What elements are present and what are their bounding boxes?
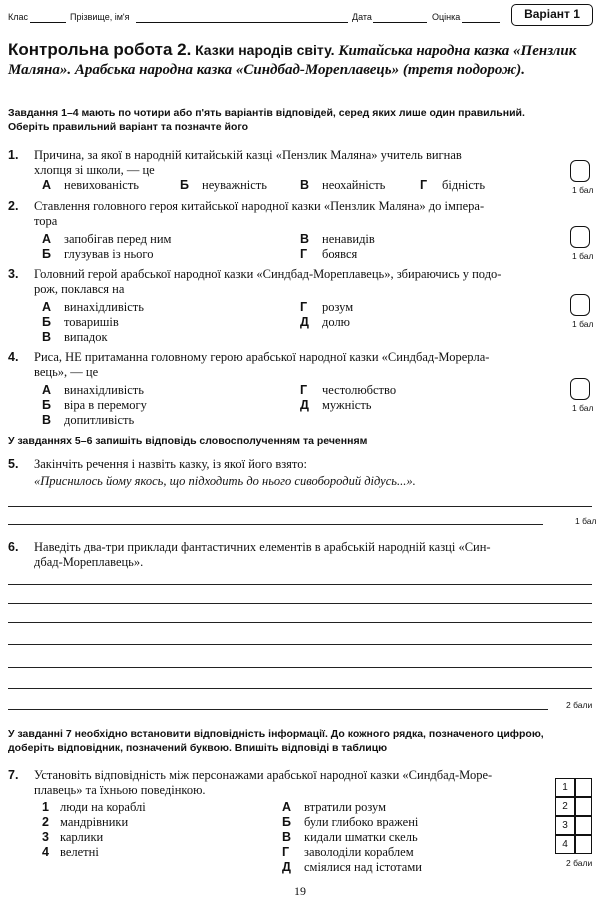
- match-number: 3: [42, 830, 49, 844]
- q3-answer-box[interactable]: [570, 294, 590, 316]
- match-text: були глибоко вражені: [304, 815, 419, 829]
- q1-option-b[interactable]: [180, 178, 267, 193]
- question-7-line2: плавець» та їхньою поведінкою.: [34, 783, 206, 797]
- q6-answer-line-3[interactable]: [8, 622, 592, 623]
- question-7-line1: Установіть відповідність між персонажами арабської народної казки «Синдбад-Море-: [34, 768, 493, 782]
- grade-field[interactable]: [462, 22, 500, 23]
- q4-option-b[interactable]: [42, 398, 147, 413]
- name-field[interactable]: [136, 22, 348, 23]
- q3-points: 1 бал: [572, 319, 594, 329]
- option-text: розум: [322, 300, 354, 314]
- instructions-3: [8, 727, 568, 755]
- option-text: віра в перемогу: [64, 398, 147, 412]
- option-text: бідність: [442, 178, 486, 192]
- match-number: 1: [42, 800, 49, 814]
- q6-points: 2 бали: [566, 700, 593, 710]
- q5-answer-line-1[interactable]: [8, 506, 592, 507]
- q7-table-row-3: 3: [555, 816, 575, 835]
- q2-option-g[interactable]: [300, 247, 357, 262]
- q7-table-answer-3[interactable]: [575, 816, 592, 835]
- question-7-text: [34, 768, 544, 798]
- q5-points: 1 бал: [575, 516, 597, 526]
- q7-left-3: [42, 830, 103, 845]
- q2-answer-box[interactable]: [570, 226, 590, 248]
- q2-option-v[interactable]: [300, 232, 375, 247]
- q4-option-a[interactable]: [42, 383, 144, 398]
- question-1-text: [34, 148, 534, 178]
- question-2-line2: тора: [34, 214, 58, 228]
- match-text: карлики: [60, 830, 104, 844]
- q7-points: 2 бали: [566, 858, 593, 868]
- option-text: винахідливість: [64, 300, 144, 314]
- option-letter: А: [42, 300, 52, 314]
- option-letter: Г: [300, 247, 308, 261]
- option-letter: Б: [42, 398, 51, 412]
- option-letter: А: [42, 178, 52, 192]
- match-number: 4: [42, 845, 49, 859]
- option-text: невихованість: [64, 178, 140, 192]
- q7-table-answer-2[interactable]: [575, 797, 592, 816]
- option-text: допитливість: [64, 413, 135, 427]
- match-letter: Б: [282, 815, 291, 829]
- option-letter: В: [300, 232, 310, 246]
- option-text: мужність: [322, 398, 372, 412]
- q7-right-a: [282, 800, 386, 815]
- match-text: сміялися над істотами: [304, 860, 422, 874]
- q7-table-row-2: 2: [555, 797, 575, 816]
- q6-answer-line-6[interactable]: [8, 688, 592, 689]
- instructions-3-line2: доберіть відповідник, позначений буквою. Впишіть відповіді в таблицю: [8, 742, 388, 754]
- match-text: мандрівники: [60, 815, 129, 829]
- option-text: долю: [322, 315, 351, 329]
- question-3-number: 3.: [8, 267, 19, 281]
- title-works: Китайська народна казка «Пензлик Маляна». Арабська народна казка «Синдбад-Мореплавець» (третя подорож).: [8, 43, 577, 78]
- page-number: 19: [294, 884, 306, 898]
- option-letter: В: [42, 413, 52, 427]
- match-letter: Г: [282, 845, 290, 859]
- question-5-number: 5.: [8, 457, 19, 471]
- q4-answer-box[interactable]: [570, 378, 590, 400]
- q3-option-a[interactable]: [42, 300, 144, 315]
- question-7-number: 7.: [8, 768, 19, 782]
- question-2-number: 2.: [8, 199, 19, 213]
- q6-answer-line-5[interactable]: [8, 667, 592, 668]
- page-title: [8, 40, 588, 80]
- match-number: 2: [42, 815, 49, 829]
- class-label: Клас: [8, 12, 28, 22]
- option-letter: Б: [42, 315, 51, 329]
- q6-answer-line-2[interactable]: [8, 603, 592, 604]
- title-work: Контрольна робота 2.: [8, 40, 192, 59]
- name-label: Прізвище, ім'я: [70, 12, 130, 22]
- question-4-line1: Риса, НЕ притаманна головному герою арабської народної казки «Синдбад-Мореpла-: [34, 350, 490, 364]
- option-letter: Д: [300, 398, 309, 412]
- question-3-line1: Головний герой арабської народної казки «Синдбад-Мореплавець», збираючись у подо-: [34, 267, 502, 281]
- variant-badge: Варіант 1: [511, 4, 593, 26]
- option-letter: Г: [420, 178, 428, 192]
- q7-left-2: [42, 815, 128, 830]
- class-field[interactable]: [30, 22, 66, 23]
- option-text: випадок: [64, 330, 108, 344]
- match-text: кидали шматки скель: [304, 830, 418, 844]
- grade-label: Оцінка: [432, 12, 461, 22]
- match-text: заволоділи кораблем: [304, 845, 414, 859]
- q4-points: 1 бал: [572, 403, 594, 413]
- q2-points: 1 бал: [572, 251, 594, 261]
- question-6-line1: Наведіть два-три приклади фантастичних елементів в арабській народній казці «Син-: [34, 540, 491, 554]
- instructions-1-line2: Оберіть правильний варіант та позначте його: [8, 121, 249, 133]
- option-text: запобігав перед ним: [64, 232, 172, 246]
- date-label: Дата: [352, 12, 372, 22]
- option-text: боявся: [322, 247, 358, 261]
- q1-option-a[interactable]: [42, 178, 139, 193]
- q7-right-v: [282, 830, 418, 845]
- q3-option-b[interactable]: [42, 315, 119, 330]
- question-5-text: Закінчіть речення і назвіть казку, із якої його взято:: [34, 457, 307, 471]
- q1-option-v[interactable]: [300, 178, 385, 193]
- q7-left-4: [42, 845, 99, 860]
- q3-option-d[interactable]: [300, 315, 350, 330]
- option-text: товаришів: [64, 315, 119, 329]
- q1-points: 1 бал: [572, 185, 594, 195]
- q4-option-g[interactable]: [300, 383, 396, 398]
- q7-table-row-1: 1: [555, 778, 575, 797]
- question-6-line2: дбад-Мореплавець».: [34, 555, 144, 569]
- option-letter: Г: [300, 383, 308, 397]
- question-6-number: 6.: [8, 540, 19, 554]
- question-4-number: 4.: [8, 350, 19, 364]
- question-1-line2: хлопця зі школи, — це: [34, 163, 155, 177]
- option-letter: Б: [180, 178, 189, 192]
- question-4-text: [34, 350, 534, 380]
- question-3-text: [34, 267, 534, 297]
- q6-answer-line-7[interactable]: [8, 709, 548, 710]
- option-letter: Д: [300, 315, 309, 329]
- match-text: втратили розум: [304, 800, 387, 814]
- q7-right-b: [282, 815, 418, 830]
- match-letter: Д: [282, 860, 291, 874]
- question-1-number: 1.: [8, 148, 19, 162]
- option-letter: В: [300, 178, 310, 192]
- question-1-line1: Причина, за якої в народній китайській казці «Пензлик Маляна» учитель вигнав: [34, 148, 462, 162]
- q6-answer-line-4[interactable]: [8, 644, 592, 645]
- option-text: неохайність: [322, 178, 386, 192]
- q1-answer-box[interactable]: [570, 160, 590, 182]
- match-letter: А: [282, 800, 292, 814]
- q4-option-d[interactable]: [300, 398, 372, 413]
- q2-option-b[interactable]: [42, 247, 153, 262]
- instructions-2: У завданнях 5–6 запишіть відповідь словосполученням та реченням: [8, 435, 368, 447]
- match-text: люди на кораблі: [60, 800, 146, 814]
- option-letter: В: [42, 330, 52, 344]
- option-text: винахідливість: [64, 383, 144, 397]
- question-3-line2: рож, поклався на: [34, 282, 125, 296]
- question-6-text: [34, 540, 534, 570]
- question-5-quote: «Приснилось йому якось, що підходить до нього сивобородий дідусь...».: [34, 474, 416, 488]
- instructions-1-line1: Завдання 1–4 мають по чотири або п'ять варіантів відповідей, серед яких лише один правильний.: [8, 107, 525, 119]
- option-letter: А: [42, 232, 52, 246]
- option-text: неуважність: [202, 178, 267, 192]
- q6-answer-line-1[interactable]: [8, 584, 592, 585]
- option-text: глузував із нього: [64, 247, 154, 261]
- instructions-1: [8, 106, 568, 134]
- q7-table-row-4: 4: [555, 835, 575, 854]
- q7-table-answer-4[interactable]: [575, 835, 592, 854]
- q7-right-g: [282, 845, 414, 860]
- q7-left-1: [42, 800, 146, 815]
- q3-option-v[interactable]: [42, 330, 108, 345]
- option-text: ненавидів: [322, 232, 375, 246]
- q3-option-g[interactable]: [300, 300, 353, 315]
- q5-answer-line-2[interactable]: [8, 524, 543, 525]
- option-text: честолюбство: [322, 383, 397, 397]
- question-4-line2: вець», — це: [34, 365, 99, 379]
- match-text: велетні: [60, 845, 99, 859]
- question-2-text: [34, 199, 534, 229]
- question-2-line1: Ставлення головного героя китайської народної казки «Пензлик Маляна» до імпера-: [34, 199, 485, 213]
- date-field[interactable]: [373, 22, 427, 23]
- option-letter: Г: [300, 300, 308, 314]
- option-letter: Б: [42, 247, 51, 261]
- option-letter: А: [42, 383, 52, 397]
- q4-option-v[interactable]: [42, 413, 134, 428]
- instructions-3-line1: У завданні 7 необхідно встановити відповідність інформації. До кожного рядка, позначеного цифрою,: [8, 728, 544, 740]
- match-letter: В: [282, 830, 292, 844]
- q1-option-g[interactable]: [420, 178, 485, 193]
- q7-table-answer-1[interactable]: [575, 778, 592, 797]
- q2-option-a[interactable]: [42, 232, 171, 247]
- title-topic: Казки народів світу.: [195, 42, 335, 58]
- q7-right-d: [282, 860, 422, 875]
